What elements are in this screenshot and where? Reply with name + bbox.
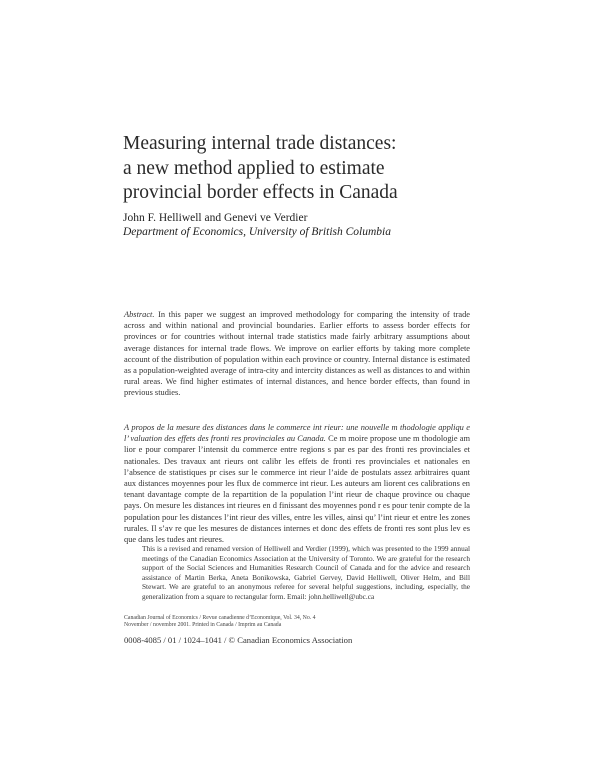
journal-line: Canadian Journal of Economics / Revue canadienne d’Economique, Vol. 34, No. 4 <box>124 615 316 621</box>
resume-text: Ce m moire propose une m thodologie am lior e pour comparer l’intensit du commerce entre regions s par es par des fronti res provinciales et nationales. Des travaux ant rieurs ont calibr les effets de fronti res provinciales et nationales en l’absence de statistiques pr cises sur le commerce int rieur l’aide de postulats assez arbitraires quant aux distances moyennes pour les flux de commerce int rieur. Les auteurs am liorent ces calibrations en tenant davantage compte de la repartition de la population l’int rieur de chaque province ou chaque pays. On mesure les distances int rieures en d finissant des moyennes pond r es pour tenir compte de la population pour les distances l’int rieur des villes, entre les villes, ainsi qu’ l’int rieur et entre les zones rurales. Il s’av re que les mesures de distances internes et donc des effets de fronti res sont plus lev es que dans les tudes ant rieures. <box>124 434 471 545</box>
acknowledgement-note: This is a revised and renamed version of Helliwell and Verdier (1999), which was presented to the 1999 annual meetings of the Canadian Economics Association at the University of Toronto. We are grateful for the research support of the Social Sciences and Humanities Research Council of Canada and for the advice and research assistance of Martin Berka, Aneta Bonikowska, Gabriel Gervey, David Helliwell, Oliver Helm, and Bill Stewart. We are grateful to an anonymous referee for several helpful suggestions, including, especially, the generalization from a square to rectangular form. Email: john.helliwell@ubc.ca <box>142 544 470 601</box>
title-line: provincial border effects in Canada <box>123 182 398 203</box>
resume-label: A propos de la mesure des distances dans le commerce int rieur: une nouvelle m thodologie appliqu e l’ valuation des effets des fronti res provinciales au Canada. <box>124 423 470 444</box>
paper-title <box>123 132 523 206</box>
abstract <box>124 309 470 399</box>
journal-line: November / novembre 2001. Printed in Canada / Imprim au Canada <box>124 622 282 629</box>
title-line: Measuring internal trade distances: <box>123 133 397 154</box>
affiliation: Department of Economics, University of British Columbia <box>123 226 391 238</box>
resume <box>124 422 470 545</box>
abstract-label: Abstract. <box>124 310 155 319</box>
title-line: a new method applied to estimate <box>123 157 385 179</box>
abstract-text: In this paper we suggest an improved methodology for comparing the intensity of trade across and within national and provincial boundaries. Earlier efforts to assess border effects for provinces or for countries without internal trade statistics made fairly arbitrary assumptions about average distances for internal trade flows. We improve on earlier efforts by taking more complete account of the distribution of population within each province or country. Internal distance is estimated as a population-weighted average of intra-city and intercity distances as well as distances to and within rural areas. We find higher estimates of internal distances, and hence border effects, than found in previous studies. <box>124 310 470 398</box>
journal-info <box>124 615 470 630</box>
authors: John F. Helliwell and Genevi ve Verdier <box>123 212 308 224</box>
copyright-line: 0008-4085 / 01 / 1024–1041 / © Canadian Economics Association <box>124 635 353 645</box>
